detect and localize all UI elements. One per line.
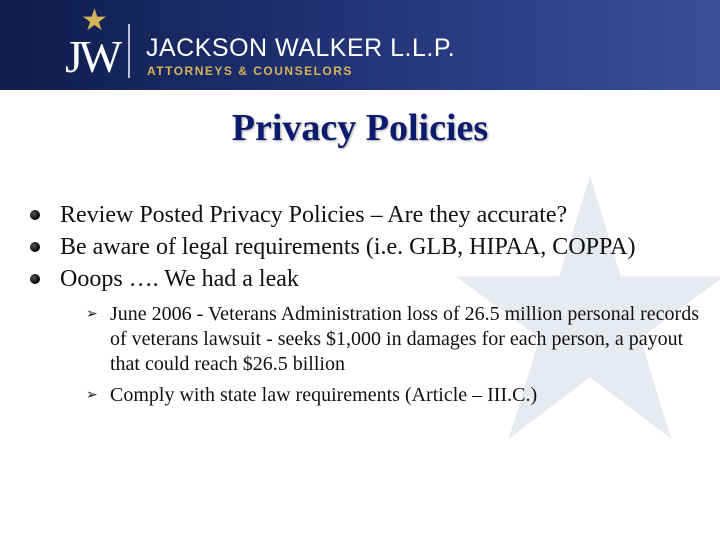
sub-bullet-text: Comply with state law requirements (Article – III.C.) <box>110 384 538 406</box>
arrow-bullet-icon: ➢ <box>86 306 98 322</box>
bullet-text: Ooops …. We had a leak <box>60 266 299 292</box>
firm-subtitle: ATTORNEYS & COUNSELORS <box>147 64 353 78</box>
bullet-dot-icon <box>30 242 40 252</box>
bullet-item <box>30 264 710 294</box>
sub-bullet-text: June 2006 - Veterans Administration loss of 26.5 million personal records of veterans lawsuit - seeks $1,000 in damages for each person, a payout that could reach $26.5 billion <box>110 303 699 375</box>
firm-name: JACKSON WALKER L.L.P. <box>146 34 456 62</box>
sub-bullet-list <box>86 302 716 408</box>
logo-monogram: JW <box>65 31 119 82</box>
slide-title: Privacy Policies <box>231 107 489 149</box>
sub-bullet-item <box>86 383 716 408</box>
star-icon: ★ <box>81 3 108 38</box>
header-banner <box>0 0 720 90</box>
sub-bullet-item <box>86 302 716 377</box>
firm-logo <box>55 3 135 86</box>
bullet-dot-icon <box>30 210 40 220</box>
bullet-text: Review Posted Privacy Policies – Are they accurate? <box>60 202 568 228</box>
bullet-dot-icon <box>30 274 40 284</box>
bullet-item <box>30 232 710 262</box>
bullet-text: Be aware of legal requirements (i.e. GLB, HIPAA, COPPA) <box>60 234 636 260</box>
bullet-list <box>30 200 710 408</box>
logo-divider <box>128 24 130 78</box>
bullet-item <box>30 200 710 230</box>
arrow-bullet-icon: ➢ <box>86 387 98 403</box>
